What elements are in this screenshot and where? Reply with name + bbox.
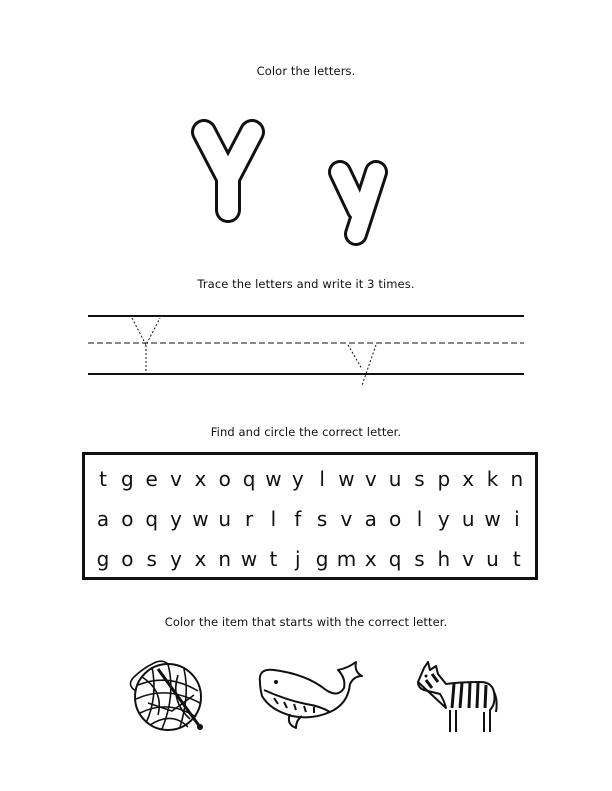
grid-row bbox=[85, 547, 535, 571]
yarn-ball-icon bbox=[128, 655, 212, 739]
zebra-icon bbox=[410, 660, 500, 736]
grid-row bbox=[85, 507, 535, 531]
grid-letter[interactable]: q bbox=[242, 467, 256, 491]
grid-letter[interactable]: s bbox=[316, 507, 328, 531]
grid-letter[interactable]: v bbox=[340, 507, 353, 531]
grid-letter[interactable]: u bbox=[486, 547, 499, 571]
dotted-lowercase-y bbox=[348, 345, 376, 385]
grid-letter[interactable]: v bbox=[364, 467, 377, 491]
grid-row bbox=[85, 467, 535, 491]
grid-letter[interactable]: x bbox=[194, 467, 207, 491]
grid-letter[interactable]: s bbox=[146, 547, 157, 571]
outline-lowercase-y bbox=[340, 172, 376, 234]
grid-letter[interactable]: o bbox=[121, 507, 134, 531]
grid-letter[interactable]: o bbox=[218, 467, 231, 491]
grid-letter[interactable]: s bbox=[414, 547, 425, 571]
grid-letter[interactable]: o bbox=[389, 507, 402, 531]
grid-letter[interactable]: f bbox=[294, 507, 302, 531]
grid-letter[interactable]: x bbox=[194, 547, 207, 571]
grid-letter[interactable]: w bbox=[265, 467, 282, 491]
dotted-uppercase-y bbox=[132, 318, 160, 373]
outline-letters bbox=[0, 100, 612, 260]
instruction-color-letters: Color the letters. bbox=[256, 64, 356, 78]
grid-letter[interactable]: i bbox=[514, 507, 520, 531]
grid-letter[interactable]: g bbox=[96, 547, 110, 571]
grid-letter[interactable]: g bbox=[315, 547, 329, 571]
grid-letter[interactable]: s bbox=[414, 467, 425, 491]
instruction-trace: Trace the letters and write it 3 times. bbox=[197, 277, 415, 291]
grid-letter[interactable]: e bbox=[145, 467, 158, 491]
grid-letter[interactable]: w bbox=[338, 467, 355, 491]
grid-letter[interactable]: u bbox=[388, 467, 402, 491]
grid-letter[interactable]: n bbox=[510, 467, 524, 491]
grid-letter[interactable]: x bbox=[364, 547, 377, 571]
grid-letter[interactable]: u bbox=[218, 507, 232, 531]
grid-letter[interactable]: o bbox=[121, 547, 134, 571]
grid-letter[interactable]: q bbox=[388, 547, 402, 571]
grid-letter[interactable]: q bbox=[145, 507, 159, 531]
grid-letter[interactable]: m bbox=[336, 547, 357, 571]
grid-letter[interactable]: l bbox=[270, 507, 277, 531]
instruction-find-letter: Find and circle the correct letter. bbox=[210, 425, 402, 439]
grid-letter[interactable]: p bbox=[437, 467, 451, 491]
grid-letter[interactable]: j bbox=[294, 547, 301, 571]
grid-letter[interactable]: r bbox=[244, 507, 254, 531]
grid-letter[interactable]: l bbox=[319, 467, 325, 491]
grid-letter[interactable]: y bbox=[170, 547, 182, 571]
grid-letter[interactable]: g bbox=[120, 467, 134, 491]
grid-letter[interactable]: y bbox=[170, 507, 182, 531]
grid-letter[interactable]: w bbox=[240, 547, 258, 571]
grid-letter[interactable]: t bbox=[512, 547, 521, 571]
grid-letter[interactable]: l bbox=[416, 507, 423, 531]
whale-icon bbox=[256, 660, 366, 732]
grid-letter[interactable]: n bbox=[218, 547, 232, 571]
tracing-lines bbox=[88, 305, 524, 385]
grid-letter[interactable]: a bbox=[364, 507, 377, 531]
outline-uppercase-y bbox=[204, 132, 252, 210]
letter-search-grid bbox=[82, 452, 538, 580]
grid-letter[interactable]: v bbox=[170, 467, 182, 491]
grid-letter[interactable]: y bbox=[437, 507, 450, 531]
grid-letter[interactable]: v bbox=[462, 547, 475, 571]
grid-letter[interactable]: w bbox=[192, 507, 209, 531]
grid-letter[interactable]: t bbox=[269, 547, 278, 571]
grid-letter[interactable]: t bbox=[99, 467, 107, 491]
grid-letter[interactable]: h bbox=[437, 547, 451, 571]
grid-letter[interactable]: y bbox=[291, 467, 304, 491]
grid-letter[interactable]: x bbox=[462, 467, 475, 491]
grid-letter[interactable]: k bbox=[486, 467, 499, 491]
grid-letter[interactable]: a bbox=[96, 507, 110, 531]
instruction-color-item: Color the item that starts with the correct letter. bbox=[164, 615, 448, 629]
grid-letter[interactable]: w bbox=[484, 507, 501, 531]
grid-letter[interactable]: u bbox=[461, 507, 475, 531]
